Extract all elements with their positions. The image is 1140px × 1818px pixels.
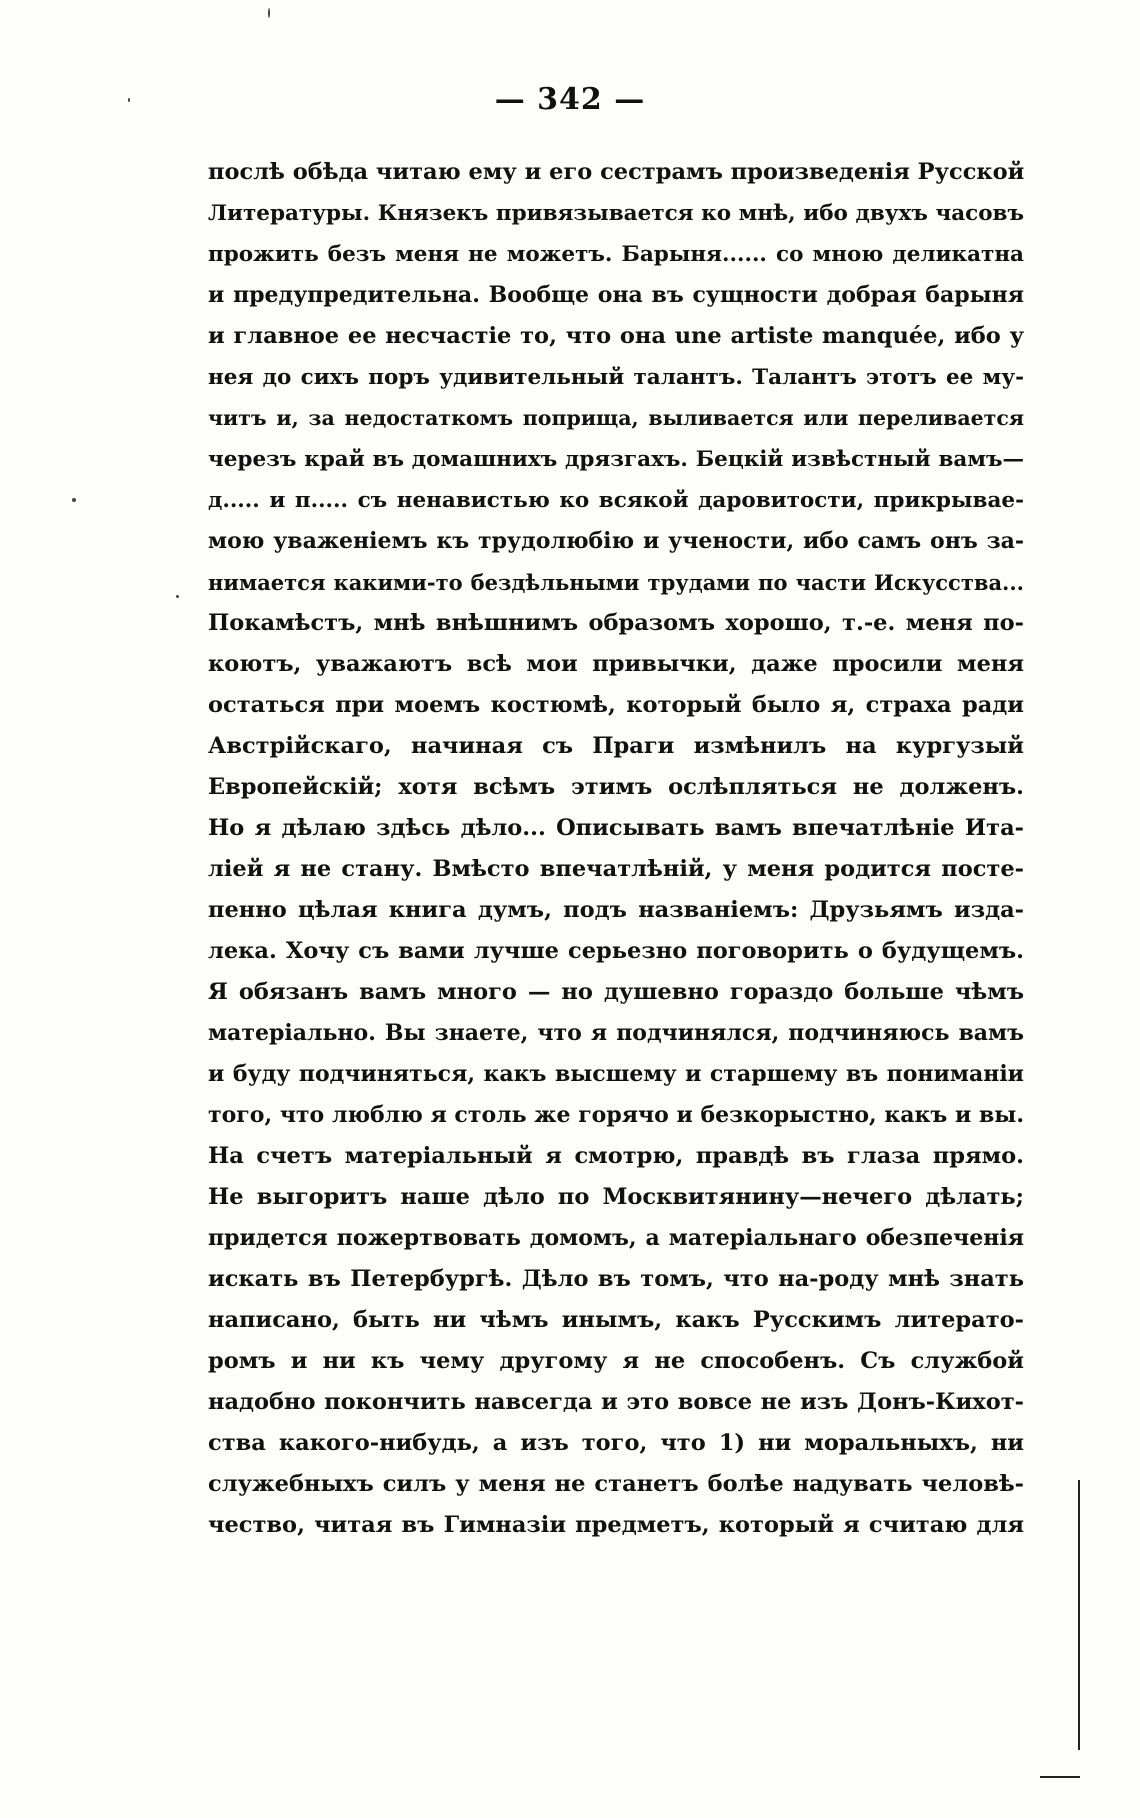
scan-speck (72, 498, 76, 502)
text-line: надобно покончить навсегда и это вовсе не изъ Донъ-Кихот- (208, 1389, 1024, 1415)
text-line: придется пожертвовать домомъ, а матеріальнаго обезпеченія (208, 1225, 1024, 1251)
scan-speck (128, 98, 130, 102)
text-line: коютъ, уважаютъ всѣ мои привычки, даже просили меня (208, 651, 1024, 677)
text-line: и буду подчиняться, какъ высшему и старшему въ пониманіи (208, 1061, 1024, 1087)
text-line: написано, быть ни чѣмъ инымъ, какъ Русскимъ литерато- (208, 1307, 1024, 1333)
text-line: Литературы. Князекъ привязывается ко мнѣ, ибо двухъ часовъ (208, 201, 1024, 226)
text-line: черезъ край въ домашнихъ дрязгахъ. Бецкій извѣстный вамъ— (208, 447, 1024, 472)
text-line: нея до сихъ поръ удивительный талантъ. Талантъ этотъ ее му- (208, 365, 1024, 390)
text-line: ромъ и ни къ чему другому я не способенъ. Съ службой (208, 1348, 1024, 1374)
text-line: Покамѣстъ, мнѣ внѣшнимъ образомъ хорошо, т.-е. меня по- (208, 610, 1024, 636)
text-line: читъ и, за недостаткомъ поприща, выливается или переливается (208, 406, 1024, 430)
text-line: д..... и п..... съ ненавистью ко всякой даровитости, прикрывае- (208, 488, 1024, 513)
text-line: Европейскій; хотя всѣмъ этимъ ослѣпляться не долженъ. (208, 774, 1024, 800)
text-line: Австрійскаго, начиная съ Праги измѣнилъ на кургузый (208, 733, 1024, 759)
scan-speck (268, 8, 270, 18)
text-line: нимается какими-то бездѣльными трудами по части Искусства... (208, 570, 1024, 595)
text-line: остаться при моемъ костюмѣ, который было я, страха ради (208, 692, 1024, 718)
text-line: пенно цѣлая книга думъ, подъ названіемъ: Друзьямъ изда- (208, 897, 1024, 923)
text-line: того, что люблю я столь же горячо и безкорыстно, какъ и вы. (208, 1102, 1024, 1128)
text-line: матеріально. Вы знаете, что я подчинялся, подчиняюсь вамъ (208, 1020, 1024, 1046)
text-line: Не выгоритъ наше дѣло по Москвитянину—нечего дѣлать; (208, 1184, 1024, 1210)
text-line: мою уваженіемъ къ трудолюбію и учености, ибо самъ онъ за- (208, 528, 1024, 554)
text-line: послѣ обѣда читаю ему и его сестрамъ произведенія Русской (208, 159, 1025, 185)
text-line: прожить безъ меня не можетъ. Барыня...... со мною деликатна (208, 242, 1024, 267)
text-line: Но я дѣлаю здѣсь дѣло... Описывать вамъ впечатлѣніе Ита- (208, 815, 1024, 841)
text-line: чество, читая въ Гимназіи предметъ, который я считаю для (208, 1512, 1024, 1538)
text-line: На счетъ матеріальный я смотрю, правдѣ въ глаза прямо. (208, 1143, 1024, 1169)
text-line: ства какого-нибудь, а изъ того, что 1) ни моральныхъ, ни (208, 1430, 1024, 1456)
text-line: Я обязанъ вамъ много — но душевно гораздо больше чѣмъ (208, 979, 1024, 1005)
text-line: и предупредительна. Вообще она въ сущности добрая барыня (208, 282, 1024, 308)
body-text (208, 152, 1024, 1546)
page-number: — 342 — (494, 82, 646, 117)
text-line: искать въ Петербургѣ. Дѣло въ томъ, что на-роду мнѣ знать (208, 1266, 1024, 1292)
text-line: ліей я не стану. Вмѣсто впечатлѣній, у меня родится посте- (208, 856, 1024, 882)
text-line: лека. Хочу съ вами лучше серьезно поговорить о будущемъ. (208, 938, 1024, 964)
scan-edge-line (1040, 1776, 1080, 1778)
text-line: и главное ее несчастіе то, что она une artiste manquée, ибо у (208, 323, 1024, 349)
scan-speck (176, 595, 179, 598)
scan-edge-line (1078, 1480, 1080, 1750)
text-line: служебныхъ силъ у меня не станетъ болѣе надувать человѣ- (208, 1471, 1024, 1497)
